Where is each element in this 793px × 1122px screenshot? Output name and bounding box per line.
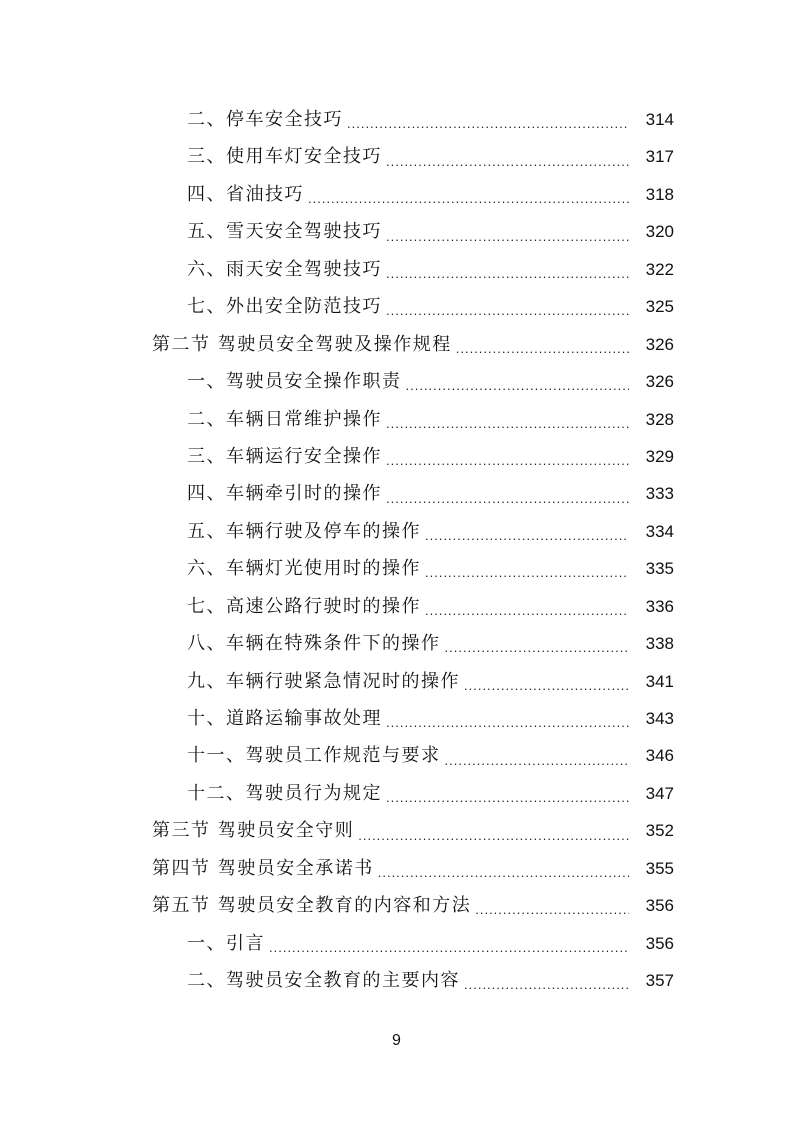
toc-dot-leader: [378, 850, 629, 887]
toc-entry[interactable]: [0, 775, 793, 812]
toc-dot-leader: [464, 663, 629, 700]
toc-dot-leader: [386, 700, 629, 737]
toc-entry-title: 七、外出安全防范技巧: [187, 296, 382, 318]
toc-entry-page: 318: [645, 184, 674, 204]
toc-entry-page: 343: [645, 709, 674, 728]
toc-dot-leader: [456, 326, 629, 363]
toc-dot-leader: [308, 176, 629, 213]
toc-dot-leader: [269, 925, 629, 962]
toc-dot-leader: [386, 251, 629, 288]
toc-entry[interactable]: [0, 213, 793, 250]
toc-dot-leader: [445, 738, 630, 775]
toc-entry-title: 五、车辆行驶及停车的操作: [187, 520, 421, 542]
toc-dot-leader: [386, 775, 629, 812]
toc-entry-title: 十一、驾驶员工作规范与要求: [187, 745, 441, 767]
toc-entry-page: 352: [645, 821, 674, 841]
toc-entry-page: 333: [645, 484, 674, 504]
toc-dot-leader: [386, 401, 629, 438]
toc-entry-page: 338: [645, 634, 674, 654]
toc-entry[interactable]: [0, 700, 793, 737]
page-number: 9: [392, 1032, 401, 1049]
toc-entry[interactable]: [0, 363, 793, 400]
toc-entry-page: 356: [645, 933, 674, 953]
toc-dot-leader: [406, 363, 630, 400]
toc-dot-leader: [445, 625, 630, 662]
toc-dot-leader: [386, 438, 629, 475]
toc-entry-page: 347: [645, 783, 674, 803]
toc-entry[interactable]: [0, 962, 793, 999]
toc-entry[interactable]: [0, 288, 793, 325]
toc-section-entry[interactable]: [0, 887, 793, 924]
toc-entry[interactable]: [0, 176, 793, 213]
toc-entry[interactable]: [0, 625, 793, 662]
toc-entry-title: 四、车辆牵引时的操作: [187, 483, 382, 505]
toc-entry[interactable]: [0, 925, 793, 962]
toc-entry-title: 二、停车安全技巧: [187, 109, 343, 130]
toc-entry-page: 326: [645, 372, 674, 392]
toc-entry-title: 一、引言: [187, 932, 265, 954]
toc-entry-title: 五、雪天安全驾驶技巧: [187, 221, 382, 243]
toc-entry-page: 328: [645, 409, 674, 429]
toc-entry[interactable]: [0, 101, 793, 138]
toc-entry-title: 六、车辆灯光使用时的操作: [187, 558, 421, 580]
toc-entry[interactable]: [0, 475, 793, 512]
toc-entry-title: 一、驾驶员安全操作职责: [187, 371, 402, 393]
toc-entry-title: 第三节 驾驶员安全守则: [152, 820, 355, 842]
toc-entry-title: 二、驾驶员安全教育的主要内容: [187, 970, 460, 992]
toc-entry[interactable]: [0, 401, 793, 438]
toc-entry-page: 341: [645, 671, 674, 691]
toc-dot-leader: [386, 476, 629, 513]
toc-entry-title: 七、高速公路行驶时的操作: [187, 595, 421, 617]
toc-entry[interactable]: [0, 251, 793, 288]
toc-dot-leader: [358, 813, 629, 850]
toc-entry-page: 317: [645, 147, 674, 167]
toc-dot-leader: [425, 513, 629, 550]
toc-entry-title: 三、车辆运行安全操作: [187, 445, 382, 467]
toc-entry[interactable]: [0, 588, 793, 625]
toc-entry-page: 326: [645, 334, 674, 354]
toc-dot-leader: [386, 288, 629, 325]
toc-entry-title: 第四节 驾驶员安全承诺书: [152, 857, 374, 879]
toc-entry-page: 346: [645, 746, 674, 766]
toc-dot-leader: [425, 588, 629, 625]
toc-entry-page: 322: [645, 259, 674, 279]
toc-entry[interactable]: [0, 550, 793, 587]
toc-entry[interactable]: [0, 138, 793, 175]
toc-section-entry[interactable]: [0, 326, 793, 363]
toc-entry[interactable]: [0, 513, 793, 550]
toc-entry-page: 335: [645, 559, 674, 579]
toc-entry-page: 314: [645, 110, 674, 129]
toc-entry-page: 356: [645, 896, 674, 916]
toc-entry-title: 二、车辆日常维护操作: [187, 408, 382, 430]
table-of-contents: [0, 101, 793, 1000]
toc-entry-title: 十、道路运输事故处理: [187, 708, 382, 729]
toc-dot-leader: [464, 962, 629, 999]
toc-entry-page: 320: [645, 222, 674, 242]
toc-entry-page: 355: [645, 858, 674, 878]
toc-entry-title: 十二、驾驶员行为规定: [187, 782, 382, 804]
toc-entry-page: 336: [645, 596, 674, 616]
toc-entry[interactable]: [0, 737, 793, 774]
toc-dot-leader: [386, 214, 629, 251]
toc-entry-title: 六、雨天安全驾驶技巧: [187, 258, 382, 280]
toc-entry-page: 357: [645, 971, 674, 991]
toc-dot-leader: [475, 887, 629, 924]
toc-entry-page: 334: [645, 521, 674, 541]
toc-entry[interactable]: [0, 663, 793, 700]
toc-entry-title: 八、车辆在特殊条件下的操作: [187, 633, 441, 655]
toc-dot-leader: [386, 139, 629, 176]
toc-entry-title: 三、使用车灯安全技巧: [187, 146, 382, 168]
toc-entry[interactable]: [0, 438, 793, 475]
toc-section-entry[interactable]: [0, 812, 793, 849]
toc-section-entry[interactable]: [0, 850, 793, 887]
toc-entry-page: 325: [645, 297, 674, 317]
toc-entry-title: 四、省油技巧: [187, 183, 304, 205]
toc-entry-page: 329: [645, 446, 674, 466]
toc-dot-leader: [347, 101, 629, 138]
toc-dot-leader: [425, 550, 629, 587]
toc-entry-title: 第二节 驾驶员安全驾驶及操作规程: [152, 333, 452, 355]
toc-entry-title: 九、车辆行驶紧急情况时的操作: [187, 670, 460, 692]
toc-entry-title: 第五节 驾驶员安全教育的内容和方法: [152, 895, 472, 917]
